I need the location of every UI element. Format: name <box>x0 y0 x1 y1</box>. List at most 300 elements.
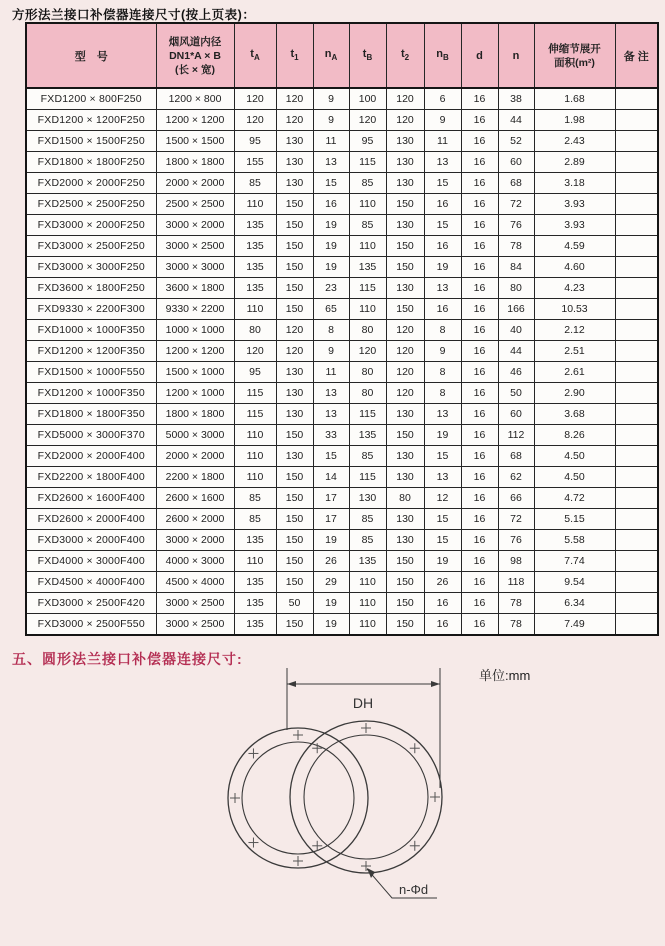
value-cell <box>615 530 658 551</box>
value-cell: 150 <box>276 257 313 278</box>
dh-arrow-right <box>431 681 440 687</box>
model-cell: FXD3000 × 2500F420 <box>26 593 156 614</box>
model-cell: FXD2600 × 2000F400 <box>26 509 156 530</box>
value-cell: 135 <box>234 236 276 257</box>
table-row <box>26 425 658 446</box>
compensator-table <box>25 22 659 636</box>
table-row <box>26 446 658 467</box>
value-cell: 13 <box>313 383 349 404</box>
header-row <box>26 23 658 88</box>
value-cell: 3.18 <box>534 173 615 194</box>
value-cell: 120 <box>234 110 276 131</box>
value-cell: 9330 × 2200 <box>156 299 234 320</box>
table-row <box>26 194 658 215</box>
value-cell: 84 <box>498 257 534 278</box>
value-cell: 80 <box>386 488 424 509</box>
table-row <box>26 383 658 404</box>
value-cell: 85 <box>234 509 276 530</box>
flange-diagram <box>0 660 665 946</box>
value-cell: 3000 × 2500 <box>156 236 234 257</box>
value-cell <box>615 173 658 194</box>
value-cell: 150 <box>276 215 313 236</box>
value-cell: 112 <box>498 425 534 446</box>
value-cell: 115 <box>349 278 386 299</box>
value-cell: 3000 × 2500 <box>156 614 234 636</box>
value-cell: 9 <box>313 341 349 362</box>
value-cell: 15 <box>424 215 461 236</box>
unit-label: 单位:mm <box>479 668 531 683</box>
value-cell: 9 <box>313 110 349 131</box>
value-cell: 130 <box>386 467 424 488</box>
table-row <box>26 131 658 152</box>
value-cell: 9 <box>424 110 461 131</box>
value-cell: 4500 × 4000 <box>156 572 234 593</box>
value-cell: 5.58 <box>534 530 615 551</box>
value-cell: 16 <box>424 593 461 614</box>
value-cell <box>615 236 658 257</box>
value-cell: 16 <box>461 404 498 425</box>
value-cell: 85 <box>234 488 276 509</box>
value-cell: 2.89 <box>534 152 615 173</box>
value-cell: 2.51 <box>534 341 615 362</box>
value-cell: 33 <box>313 425 349 446</box>
square-flange-table-title: 方形法兰接口补偿器连接尺寸(按上页表)： <box>12 8 256 22</box>
value-cell: 130 <box>276 362 313 383</box>
value-cell: 115 <box>349 467 386 488</box>
value-cell: 120 <box>386 88 424 110</box>
value-cell: 16 <box>461 257 498 278</box>
table-row <box>26 614 658 636</box>
model-cell: FXD3000 × 2500F550 <box>26 614 156 636</box>
value-cell: 8 <box>313 320 349 341</box>
model-cell: FXD2200 × 1800F400 <box>26 467 156 488</box>
value-cell: 7.49 <box>534 614 615 636</box>
value-cell: 6.34 <box>534 593 615 614</box>
value-cell: 8 <box>424 362 461 383</box>
value-cell: 29 <box>313 572 349 593</box>
value-cell <box>615 551 658 572</box>
value-cell: 13 <box>424 152 461 173</box>
model-cell: FXD2000 × 2000F400 <box>26 446 156 467</box>
value-cell: 16 <box>424 299 461 320</box>
model-cell: FXD3000 × 2000F250 <box>26 215 156 236</box>
value-cell: 130 <box>386 404 424 425</box>
value-cell: 85 <box>349 215 386 236</box>
value-cell: 110 <box>234 299 276 320</box>
value-cell: 110 <box>349 593 386 614</box>
col-header-n: n <box>498 23 534 88</box>
col-header-model <box>26 23 156 88</box>
value-cell: 16 <box>461 488 498 509</box>
value-cell: 16 <box>461 446 498 467</box>
value-cell: 155 <box>234 152 276 173</box>
value-cell: 16 <box>461 278 498 299</box>
value-cell: 78 <box>498 236 534 257</box>
value-cell: 10.53 <box>534 299 615 320</box>
value-cell: 120 <box>234 88 276 110</box>
dh-arrow-left <box>287 681 296 687</box>
value-cell: 110 <box>349 572 386 593</box>
value-cell: 110 <box>234 446 276 467</box>
value-cell: 95 <box>234 131 276 152</box>
value-cell: 16 <box>461 509 498 530</box>
col-header-d: d <box>461 23 498 88</box>
value-cell: 1500 × 1000 <box>156 362 234 383</box>
value-cell: 95 <box>349 131 386 152</box>
value-cell: 150 <box>386 257 424 278</box>
value-cell <box>615 278 658 299</box>
bolt-label: n-Φd <box>399 882 429 897</box>
value-cell: 95 <box>234 362 276 383</box>
value-cell: 65 <box>313 299 349 320</box>
value-cell: 85 <box>349 509 386 530</box>
value-cell: 3000 × 2500 <box>156 593 234 614</box>
value-cell: 150 <box>276 194 313 215</box>
bolt-hole-marks <box>230 723 440 871</box>
duct-header-line1: 烟风道内径 <box>168 35 222 48</box>
model-cell: FXD1500 × 1000F550 <box>26 362 156 383</box>
model-cell: FXD5000 × 3000F370 <box>26 425 156 446</box>
value-cell: 130 <box>276 446 313 467</box>
table-row <box>26 593 658 614</box>
value-cell: 4.59 <box>534 236 615 257</box>
model-cell: FXD3000 × 2000F400 <box>26 530 156 551</box>
col-header-tA: $t_A$ <box>234 23 276 88</box>
value-cell: 19 <box>424 551 461 572</box>
value-cell: 150 <box>276 509 313 530</box>
value-cell: 11 <box>313 362 349 383</box>
area-header-line1: 伸缩节展开 <box>548 42 601 55</box>
value-cell <box>615 194 658 215</box>
value-cell: 3.93 <box>534 194 615 215</box>
value-cell: 135 <box>234 572 276 593</box>
value-cell: 130 <box>276 383 313 404</box>
value-cell: 8 <box>424 383 461 404</box>
value-cell: 19 <box>313 215 349 236</box>
value-cell: 130 <box>386 131 424 152</box>
col-header-duct-diameter <box>156 23 234 88</box>
value-cell: 2000 × 2000 <box>156 173 234 194</box>
value-cell: 3000 × 2000 <box>156 215 234 236</box>
value-cell: 15 <box>424 446 461 467</box>
value-cell: 135 <box>349 257 386 278</box>
value-cell: 3.93 <box>534 215 615 236</box>
value-cell: 1800 × 1800 <box>156 152 234 173</box>
area-header-line2: 面积(m²) <box>554 56 595 69</box>
value-cell: 19 <box>424 257 461 278</box>
table-row <box>26 173 658 194</box>
col-header-remark: 备 注 <box>615 23 658 88</box>
left-flange-outer-circle <box>228 728 368 868</box>
value-cell: 44 <box>498 341 534 362</box>
value-cell: 17 <box>313 509 349 530</box>
value-cell: 110 <box>234 425 276 446</box>
value-cell: 150 <box>386 614 424 636</box>
value-cell: 1.68 <box>534 88 615 110</box>
value-cell: 16 <box>424 614 461 636</box>
model-cell: FXD2000 × 2000F250 <box>26 173 156 194</box>
value-cell: 16 <box>313 194 349 215</box>
value-cell: 16 <box>461 173 498 194</box>
value-cell: 60 <box>498 152 534 173</box>
duct-header-line3: (长 × 宽) <box>175 63 215 76</box>
value-cell: 17 <box>313 488 349 509</box>
value-cell: 15 <box>424 509 461 530</box>
value-cell: 85 <box>349 530 386 551</box>
value-cell: 1200 × 1000 <box>156 383 234 404</box>
model-cell: FXD1200 × 1200F250 <box>26 110 156 131</box>
value-cell: 16 <box>424 194 461 215</box>
value-cell <box>615 299 658 320</box>
value-cell <box>615 383 658 404</box>
value-cell: 19 <box>313 236 349 257</box>
dh-label: DH <box>352 695 374 711</box>
value-cell: 130 <box>276 152 313 173</box>
value-cell: 3.68 <box>534 404 615 425</box>
value-cell: 11 <box>424 131 461 152</box>
value-cell: 130 <box>386 509 424 530</box>
value-cell: 16 <box>461 299 498 320</box>
value-cell: 15 <box>424 530 461 551</box>
table-row <box>26 88 658 110</box>
value-cell: 16 <box>461 593 498 614</box>
value-cell: 2200 × 1800 <box>156 467 234 488</box>
model-cell: FXD1500 × 1500F250 <box>26 131 156 152</box>
value-cell <box>615 215 658 236</box>
value-cell: 68 <box>498 446 534 467</box>
col-header-expansion-area <box>534 23 615 88</box>
value-cell: 115 <box>234 404 276 425</box>
value-cell: 115 <box>349 404 386 425</box>
col-header-nA: $n_A$ <box>313 23 349 88</box>
value-cell: 7.74 <box>534 551 615 572</box>
value-cell: 120 <box>386 362 424 383</box>
model-cell: FXD3600 × 1800F250 <box>26 278 156 299</box>
value-cell: 50 <box>498 383 534 404</box>
value-cell: 135 <box>349 425 386 446</box>
value-cell: 13 <box>313 152 349 173</box>
right-flange-inner-circle <box>304 735 428 859</box>
value-cell: 13 <box>424 404 461 425</box>
value-cell: 76 <box>498 215 534 236</box>
value-cell: 150 <box>276 530 313 551</box>
value-cell: 1200 × 1200 <box>156 110 234 131</box>
value-cell: 16 <box>461 152 498 173</box>
value-cell: 2600 × 1600 <box>156 488 234 509</box>
value-cell: 9 <box>424 341 461 362</box>
value-cell: 150 <box>276 425 313 446</box>
value-cell: 19 <box>313 614 349 636</box>
value-cell: 135 <box>349 551 386 572</box>
table-row <box>26 488 658 509</box>
value-cell: 120 <box>276 320 313 341</box>
value-cell: 4.72 <box>534 488 615 509</box>
table-body <box>26 88 658 635</box>
value-cell: 78 <box>498 614 534 636</box>
value-cell: 44 <box>498 110 534 131</box>
model-cell: FXD1200 × 1000F350 <box>26 383 156 404</box>
value-cell: 66 <box>498 488 534 509</box>
value-cell: 12 <box>424 488 461 509</box>
value-cell: 120 <box>386 383 424 404</box>
value-cell: 15 <box>313 446 349 467</box>
value-cell: 60 <box>498 404 534 425</box>
value-cell: 3600 × 1800 <box>156 278 234 299</box>
value-cell: 16 <box>461 467 498 488</box>
value-cell <box>615 446 658 467</box>
value-cell: 16 <box>461 341 498 362</box>
value-cell: 4.50 <box>534 467 615 488</box>
value-cell: 120 <box>276 341 313 362</box>
value-cell: 16 <box>461 131 498 152</box>
table-row <box>26 215 658 236</box>
value-cell: 150 <box>276 299 313 320</box>
value-cell: 80 <box>349 320 386 341</box>
value-cell <box>615 572 658 593</box>
value-cell: 120 <box>276 110 313 131</box>
value-cell: 16 <box>461 572 498 593</box>
value-cell: 2.61 <box>534 362 615 383</box>
value-cell: 16 <box>461 320 498 341</box>
value-cell: 4.50 <box>534 446 615 467</box>
value-cell: 120 <box>386 320 424 341</box>
value-cell: 120 <box>349 110 386 131</box>
col-header-t2: $t_2$ <box>386 23 424 88</box>
value-cell: 40 <box>498 320 534 341</box>
value-cell: 14 <box>313 467 349 488</box>
col-header-model-label: 型 号 <box>74 50 108 63</box>
value-cell <box>615 131 658 152</box>
value-cell: 5000 × 3000 <box>156 425 234 446</box>
value-cell: 150 <box>386 425 424 446</box>
value-cell: 19 <box>313 530 349 551</box>
table-row <box>26 320 658 341</box>
value-cell: 100 <box>349 88 386 110</box>
value-cell: 26 <box>313 551 349 572</box>
value-cell: 13 <box>313 404 349 425</box>
value-cell: 2600 × 2000 <box>156 509 234 530</box>
value-cell: 16 <box>424 236 461 257</box>
value-cell: 1800 × 1800 <box>156 404 234 425</box>
value-cell: 85 <box>234 173 276 194</box>
model-cell: FXD3000 × 2500F250 <box>26 236 156 257</box>
duct-header-line2: DN1*A × B <box>169 49 221 62</box>
value-cell: 19 <box>424 425 461 446</box>
value-cell: 130 <box>386 215 424 236</box>
value-cell: 1000 × 1000 <box>156 320 234 341</box>
value-cell <box>615 404 658 425</box>
table-row <box>26 110 658 131</box>
value-cell: 9 <box>313 88 349 110</box>
value-cell: 16 <box>461 194 498 215</box>
value-cell: 115 <box>234 383 276 404</box>
value-cell: 16 <box>461 110 498 131</box>
model-cell: FXD1000 × 1000F350 <box>26 320 156 341</box>
value-cell: 16 <box>461 215 498 236</box>
value-cell: 16 <box>461 551 498 572</box>
value-cell: 150 <box>386 299 424 320</box>
value-cell: 19 <box>313 593 349 614</box>
value-cell: 68 <box>498 173 534 194</box>
value-cell: 4.60 <box>534 257 615 278</box>
value-cell: 150 <box>276 236 313 257</box>
value-cell: 16 <box>461 530 498 551</box>
value-cell: 1500 × 1500 <box>156 131 234 152</box>
value-cell: 16 <box>461 383 498 404</box>
value-cell <box>615 488 658 509</box>
model-cell: FXD1200 × 800F250 <box>26 88 156 110</box>
value-cell: 130 <box>349 488 386 509</box>
value-cell <box>615 341 658 362</box>
value-cell: 15 <box>313 173 349 194</box>
value-cell: 150 <box>386 551 424 572</box>
value-cell: 110 <box>349 236 386 257</box>
value-cell: 78 <box>498 593 534 614</box>
value-cell: 98 <box>498 551 534 572</box>
table-row <box>26 278 658 299</box>
value-cell: 16 <box>461 362 498 383</box>
model-cell: FXD1200 × 1200F350 <box>26 341 156 362</box>
value-cell: 4.23 <box>534 278 615 299</box>
value-cell: 135 <box>234 593 276 614</box>
value-cell: 120 <box>349 341 386 362</box>
value-cell: 120 <box>234 341 276 362</box>
value-cell <box>615 320 658 341</box>
value-cell: 120 <box>386 110 424 131</box>
table-row <box>26 572 658 593</box>
table-row <box>26 152 658 173</box>
value-cell: 110 <box>349 614 386 636</box>
value-cell: 52 <box>498 131 534 152</box>
value-cell: 135 <box>234 257 276 278</box>
value-cell: 130 <box>276 404 313 425</box>
model-cell: FXD9330 × 2200F300 <box>26 299 156 320</box>
model-cell: FXD3000 × 3000F250 <box>26 257 156 278</box>
value-cell: 13 <box>424 467 461 488</box>
value-cell: 135 <box>234 614 276 636</box>
model-cell: FXD2600 × 1600F400 <box>26 488 156 509</box>
table-row <box>26 404 658 425</box>
col-header-tB: $t_B$ <box>349 23 386 88</box>
value-cell: 15 <box>424 173 461 194</box>
table-row <box>26 467 658 488</box>
value-cell: 4000 × 3000 <box>156 551 234 572</box>
round-flange-section-title: 五、圆形法兰接口补偿器连接尺寸: <box>12 651 243 667</box>
value-cell <box>615 152 658 173</box>
value-cell: 72 <box>498 194 534 215</box>
value-cell: 2000 × 2000 <box>156 446 234 467</box>
value-cell <box>615 509 658 530</box>
value-cell <box>615 88 658 110</box>
model-cell: FXD1800 × 1800F250 <box>26 152 156 173</box>
value-cell: 110 <box>234 194 276 215</box>
table-row <box>26 341 658 362</box>
value-cell: 166 <box>498 299 534 320</box>
value-cell: 130 <box>386 278 424 299</box>
value-cell: 115 <box>349 152 386 173</box>
value-cell: 150 <box>386 236 424 257</box>
col-header-nB: $n_B$ <box>424 23 461 88</box>
value-cell: 5.15 <box>534 509 615 530</box>
value-cell: 16 <box>461 425 498 446</box>
value-cell <box>615 110 658 131</box>
value-cell: 19 <box>313 257 349 278</box>
value-cell: 11 <box>313 131 349 152</box>
value-cell: 110 <box>234 467 276 488</box>
value-cell: 1.98 <box>534 110 615 131</box>
value-cell: 1200 × 800 <box>156 88 234 110</box>
value-cell: 46 <box>498 362 534 383</box>
